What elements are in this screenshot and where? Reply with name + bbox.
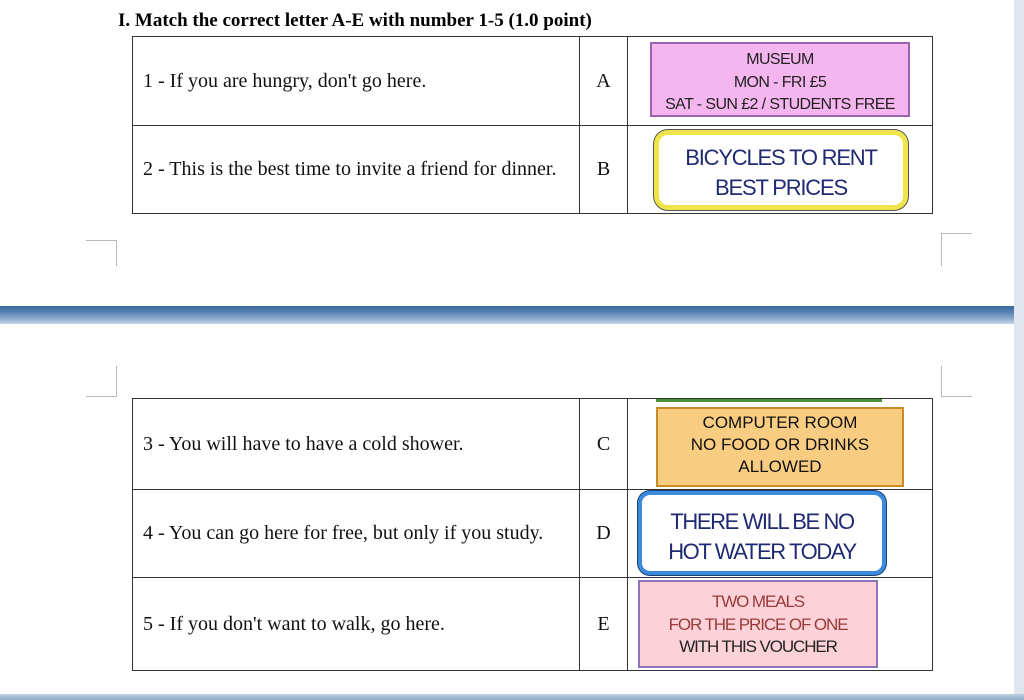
question-cell: 3 - You will have to have a cold shower. [133,399,580,490]
sign-line: COMPUTER ROOM [702,413,858,432]
page-break-gap-bottom [0,694,1024,700]
sign-cell [628,126,933,214]
letter-cell: E [580,578,628,671]
table-row [133,399,933,490]
question-cell: 1 - If you are hungry, don't go here. [133,37,580,126]
page-break-gap [0,306,1024,324]
letter-cell: B [580,126,628,214]
sign-line: TWO MEALS [711,592,805,611]
window-edge [1014,0,1024,700]
question-cell: 2 - This is the best time to invite a friend for dinner. [133,126,580,214]
sign-cell [628,490,933,578]
margin-corner-mark [941,233,972,266]
sign-cell [628,37,933,126]
letter-cell: A [580,37,628,126]
margin-corner-mark [86,240,117,266]
sign-line: BEST PRICES [715,175,847,200]
sign-line: MON - FRI £5 [733,73,827,91]
sign-line: NO FOOD OR DRINKS [690,435,870,454]
museum-sign [650,42,910,117]
table-row [133,126,933,214]
bicycle-rental-sign [654,130,908,210]
question-cell: 4 - You can go here for free, but only if you study. [133,490,580,578]
letter-cell: D [580,490,628,578]
sign-line: ALLOWED [738,457,822,476]
table-row [133,37,933,126]
margin-corner-mark [86,366,117,397]
sign-line: MUSEUM [746,51,814,68]
sign-line: BICYCLES TO RENT [685,145,877,170]
question-cell: 5 - If you don't want to walk, go here. [133,578,580,671]
sign-line: HOT WATER TODAY [668,539,856,564]
sign-line: THERE WILL BE NO [670,509,854,534]
sign-line: SAT - SUN £2 / STUDENTS FREE [665,96,895,113]
matching-table-part-1 [132,36,933,214]
sign-cell [628,578,933,671]
matching-table-part-2 [132,398,933,671]
sign-line: WITH THIS VOUCHER [679,637,837,656]
computer-room-sign [656,407,904,487]
hot-water-sign [638,491,886,575]
table-row [133,490,933,578]
letter-cell: C [580,399,628,490]
table-row [133,578,933,671]
sign-top-edge [656,399,882,402]
sign-cell [628,399,933,490]
exercise-heading: I. Match the correct letter A-E with number 1-5 (1.0 point) [118,10,592,31]
meal-voucher-sign [638,580,878,668]
margin-corner-mark [941,366,972,397]
sign-line: FOR THE PRICE OF ONE [668,614,848,634]
